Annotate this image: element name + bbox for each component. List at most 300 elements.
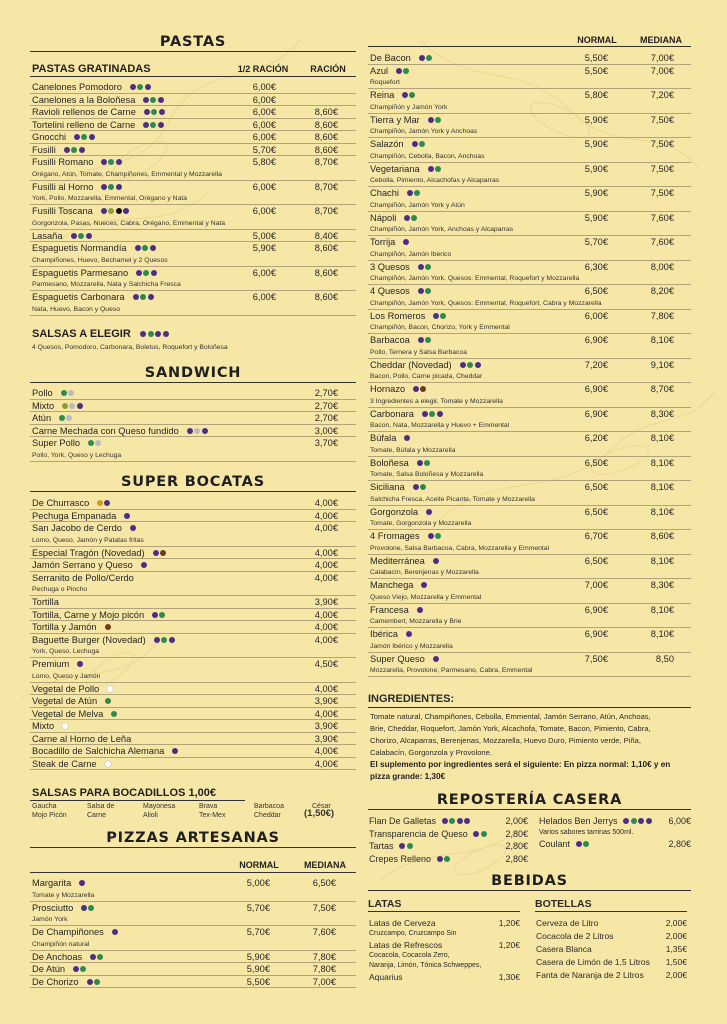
menu-item-row: [368, 840, 528, 853]
allergen-dots: [139, 559, 147, 572]
purple-dot-icon: [158, 97, 164, 103]
menu-item-row: [368, 457, 691, 470]
green-dot-icon: [137, 84, 143, 90]
allergen-dots: [426, 530, 441, 543]
purple-dot-icon: [150, 245, 156, 251]
allergen-dots: [62, 144, 85, 157]
reposteria-right-list: [538, 815, 691, 850]
item-price-2: 7,60€: [312, 927, 336, 937]
green-dot-icon: [105, 698, 111, 704]
item-price: 3,90€: [314, 721, 338, 731]
purple-dot-icon: [141, 562, 147, 568]
menu-item-row: [30, 119, 356, 132]
item-price: 4,00€: [314, 510, 338, 521]
item-price-2: 8,10€: [650, 629, 674, 639]
item-description: Champiñón, Jamón York, Anchoas y Alcaparras: [368, 224, 691, 236]
menu-item-row: [368, 65, 691, 78]
item-description: Tomate y Mozzarella: [30, 890, 356, 902]
item-name: Tortilla, Carne y Mojo picón: [32, 609, 145, 620]
item-name: Siciliana: [370, 482, 405, 492]
purple-dot-icon: [418, 337, 424, 343]
item-price: 4,00€: [314, 746, 338, 756]
item-price-1: 5,90€: [584, 163, 608, 174]
purple-dot-icon: [143, 122, 149, 128]
item-description: Champiñón, Jamón York, Quesos: Emmental, Roquefort y Mozzarella: [368, 273, 691, 285]
item-price: 3,90€: [314, 597, 338, 607]
allergen-dots: [77, 877, 85, 890]
item-price-2: 8,60€: [314, 107, 338, 117]
allergen-dots: [417, 52, 432, 65]
item-name: Fusilli: [32, 144, 56, 155]
salsa-col-5a: Barbacoa: [254, 803, 284, 810]
green-dot-icon: [425, 288, 431, 294]
gray-dot-icon: [69, 403, 75, 409]
menu-item-row: [535, 930, 687, 943]
allergen-dots: [122, 510, 130, 523]
item-price-1: 5,90€: [246, 964, 270, 974]
allergen-dots: [79, 902, 94, 915]
allergen-dots: [72, 131, 95, 144]
purple-dot-icon: [81, 905, 87, 911]
item-name: De Bacon: [370, 53, 411, 63]
salsa-col-2b: Carne: [87, 812, 107, 819]
purple-dot-icon: [422, 411, 428, 417]
item-price-1: 6,50€: [584, 506, 608, 517]
item-price-2: 9,10€: [650, 359, 674, 370]
item-description: Champiñón y Jamón York: [368, 102, 691, 114]
item-name-wrap: [369, 853, 450, 866]
item-description: Champiñón, Jamón York y Atún: [368, 200, 691, 212]
allergen-dots: [69, 230, 92, 243]
menu-item-row: [30, 412, 356, 425]
item-price-1: 5,90€: [584, 188, 608, 198]
purple-dot-icon: [154, 637, 160, 643]
right-column: [368, 0, 691, 1024]
item-description: Naranja, Limón, Tónica Schweppes,: [369, 962, 482, 969]
bebidas-title: BEBIDAS: [368, 872, 691, 891]
menu-item-row: [368, 187, 691, 200]
purple-dot-icon: [163, 331, 169, 337]
menu-item-row: [368, 628, 691, 641]
item-name: Vegetal de Melva: [32, 708, 104, 719]
green-dot-icon: [80, 966, 86, 972]
item-name: Vegetal de Atún: [32, 696, 98, 706]
item-name: Aquarius: [369, 972, 403, 982]
menu-item-row: [30, 144, 356, 157]
purple-dot-icon: [413, 386, 419, 392]
allergen-dots: [151, 547, 166, 560]
allergen-dots: [472, 829, 487, 839]
item-description: Tomate, Salsa Boloñesa y Mozzarella: [368, 469, 691, 481]
item-name: San Jacobo de Cerdo: [32, 523, 122, 533]
pizzas-col-normal: NORMAL: [239, 860, 279, 870]
green-dot-icon: [419, 141, 425, 147]
allergen-dots: [128, 522, 136, 535]
item-price-2: 8,10€: [650, 433, 674, 443]
menu-item-row: [538, 838, 691, 851]
item-name: Reina: [370, 90, 395, 100]
green-dot-icon: [81, 134, 87, 140]
item-name: Manchega: [370, 580, 414, 590]
latas-list: [368, 917, 520, 983]
item-price-1: 5,70€: [246, 927, 270, 937]
green-dot-icon: [440, 313, 446, 319]
item-name: Francesa: [370, 604, 409, 615]
purple-dot-icon: [428, 166, 434, 172]
allergen-dots: [419, 579, 427, 592]
green-dot-icon: [159, 612, 165, 618]
item-price-2: 8,50: [655, 653, 674, 664]
allergen-dots: [431, 555, 439, 568]
allergen-dots: [415, 604, 423, 617]
item-price: 4,00€: [314, 560, 338, 570]
item-price: 4,00€: [314, 708, 338, 719]
menu-item-row: [30, 497, 356, 510]
item-price: 3,90€: [314, 696, 338, 706]
menu-item-row: [30, 559, 356, 572]
allergen-dots: [170, 745, 178, 758]
green-dot-icon: [435, 166, 441, 172]
menu-item-row: [368, 114, 691, 127]
item-description: Gorgonzola, Pasas, Nueces, Cabra, Orégano, Emmental y Nata: [30, 218, 356, 230]
item-name: 4 Fromages: [370, 531, 420, 541]
purple-dot-icon: [412, 141, 418, 147]
item-description: Champiñón, Bacon, Chorizo, York y Emmental: [368, 322, 691, 334]
purple-dot-icon: [158, 122, 164, 128]
allergen-dots: [416, 334, 431, 347]
item-price-2: 8,60€: [314, 292, 338, 302]
purple-dot-icon: [442, 818, 448, 824]
purple-dot-icon: [418, 288, 424, 294]
item-name: De Atún: [32, 964, 66, 974]
pizzas-right-col-normal: NORMAL: [577, 35, 617, 45]
menu-item-row: [30, 745, 356, 758]
item-description: York, Pollo, Mozzarella, Emmental, Orégano y Nata: [30, 193, 356, 205]
item-name: Lasaña: [32, 230, 63, 241]
green-dot-icon: [97, 954, 103, 960]
menu-item-row: [368, 481, 691, 494]
allergen-dots: [435, 854, 450, 864]
purple-dot-icon: [153, 550, 159, 556]
item-name: Tartas: [369, 841, 394, 851]
green-dot-icon: [403, 68, 409, 74]
item-price-1: 5,90€: [584, 212, 608, 223]
menu-item-row: [535, 943, 687, 956]
item-price: 2,70€: [314, 400, 338, 411]
item-name: Helados Ben Jerrys: [539, 816, 618, 826]
allergen-dots: [424, 506, 432, 519]
purple-dot-icon: [152, 612, 158, 618]
purple-dot-icon: [87, 979, 93, 985]
allergen-dots: [109, 708, 117, 721]
brown-dot-icon: [420, 386, 426, 392]
green-dot-icon: [108, 159, 114, 165]
item-description: Roquefort: [368, 77, 691, 89]
menu-item-row: [368, 939, 520, 951]
brown-dot-icon: [105, 624, 111, 630]
item-price-1: 6,30€: [584, 261, 608, 272]
purple-dot-icon: [159, 109, 165, 115]
item-name-wrap: [369, 840, 413, 853]
menu-item-row: [30, 596, 356, 609]
allergen-dots: [411, 481, 426, 494]
purple-dot-icon: [172, 748, 178, 754]
item-price-2: 7,00€: [312, 976, 336, 987]
item-name: Prosciutto: [32, 902, 74, 913]
green-dot-icon: [150, 97, 156, 103]
green-dot-icon: [444, 856, 450, 862]
purple-dot-icon: [457, 818, 463, 824]
item-name: Ravioli rellenos de Carne: [32, 107, 136, 117]
olive-dot-icon: [108, 208, 114, 214]
green-dot-icon: [150, 122, 156, 128]
latas-title: LATAS: [368, 897, 520, 912]
item-price-2: 8,10€: [650, 506, 674, 517]
item-name: De Chorizo: [32, 976, 79, 987]
purple-dot-icon: [404, 215, 410, 221]
item-description: Bacon, Pollo, Carne picada, Cheddar: [368, 371, 691, 383]
menu-item-row: [368, 52, 691, 65]
allergen-dots: [131, 291, 154, 304]
menu-item-row: [30, 510, 356, 523]
allergen-dots: [574, 839, 589, 849]
item-price-1: 5,70€: [246, 902, 270, 913]
purple-dot-icon: [148, 294, 154, 300]
green-dot-icon: [425, 337, 431, 343]
menu-item-row: [368, 653, 691, 666]
purple-dot-icon: [399, 843, 405, 849]
olive-dot-icon: [62, 403, 68, 409]
green-dot-icon: [631, 818, 637, 824]
salsa-col-3b: Alioli: [143, 812, 158, 819]
green-dot-icon: [94, 979, 100, 985]
item-name: Atún: [32, 413, 52, 423]
item-price: 4,00€: [314, 547, 338, 558]
menu-item-row: [30, 902, 356, 915]
item-price: 4,00€: [314, 683, 338, 694]
ingredientes-line: Calabacín, Gorgonzola y Provolone.: [370, 748, 492, 757]
allergen-dots: [133, 242, 156, 255]
item-price: 1,35€: [665, 944, 687, 954]
green-dot-icon: [414, 190, 420, 196]
item-price-1: 6,00€: [252, 132, 276, 142]
item-price: 2,00€: [665, 970, 687, 980]
purple-dot-icon: [74, 134, 80, 140]
purple-dot-icon: [623, 818, 629, 824]
item-price-1: 6,00€: [252, 94, 276, 105]
item-name: Cheddar (Novedad): [370, 359, 452, 370]
purple-dot-icon: [130, 525, 136, 531]
purple-dot-icon: [419, 55, 425, 61]
item-name: Fusilli Romano: [32, 157, 94, 167]
purple-dot-icon: [116, 184, 122, 190]
green-dot-icon: [426, 55, 432, 61]
salsas-dots: [135, 328, 169, 340]
item-price-1: 6,90€: [584, 629, 608, 639]
item-price-1: 6,00€: [252, 267, 276, 278]
white-dot-icon: [107, 686, 113, 692]
pastas-title: PASTAS: [30, 33, 356, 52]
allergen-dots: [57, 412, 72, 425]
item-description: York, Queso, Lechuga: [30, 646, 356, 658]
item-name: Coulant: [539, 838, 571, 849]
sandwich-list: [30, 387, 356, 462]
menu-item-row: [30, 609, 356, 622]
purple-dot-icon: [104, 500, 110, 506]
item-name: Mixto: [32, 400, 55, 411]
item-description: Tomate, Gorgonzola y Mozzarella: [368, 518, 691, 530]
item-description: Mozzarella, Provolone, Parmesano, Cabra, Emmental: [368, 665, 691, 677]
menu-item-row: [368, 383, 691, 396]
menu-item-row: [30, 230, 356, 243]
item-name: Torrija: [370, 237, 396, 247]
menu-item-row: [30, 621, 356, 634]
pastas-gratinadas-title: PASTAS GRATINADAS: [32, 63, 151, 75]
item-price: 3,70€: [314, 438, 338, 448]
purple-dot-icon: [646, 818, 652, 824]
allergen-dots: [411, 383, 426, 396]
green-dot-icon: [78, 233, 84, 239]
green-dot-icon: [61, 390, 67, 396]
item-price-1: 6,50€: [584, 555, 608, 566]
green-dot-icon: [111, 711, 117, 717]
item-name: Ibérica: [370, 629, 398, 639]
item-name: Mediterránea: [370, 555, 425, 566]
pizzas-title: PIZZAS ARTESANAS: [30, 829, 356, 848]
item-price: 1,30€: [498, 972, 520, 982]
purple-dot-icon: [90, 954, 96, 960]
pizzas-right-col-header: [368, 33, 691, 47]
item-name: Espaguetis Normandía: [32, 243, 127, 253]
item-name: Carne al Horno de Leña: [32, 733, 132, 744]
purple-dot-icon: [86, 233, 92, 239]
green-dot-icon: [140, 294, 146, 300]
item-description: Orégano, Atún, Tomate, Champiñones, Emmental y Mozzarella: [30, 169, 356, 181]
gray-dot-icon: [194, 428, 200, 434]
menu-item-row: [535, 917, 687, 930]
menu-item-row: [368, 408, 691, 421]
menu-item-row: [30, 437, 356, 450]
item-description: Varios sabores tarrinas 500ml.: [539, 828, 634, 836]
gray-dot-icon: [66, 415, 72, 421]
item-name: Canelones Pomodoro: [32, 82, 122, 92]
item-price: 2,80€: [505, 841, 528, 851]
item-name: Baguette Burger (Novedad): [32, 634, 146, 645]
item-name: Pechuga Empanada: [32, 510, 117, 521]
item-price: 2,80€: [668, 838, 691, 849]
salsa-col-1a: Gaucha: [32, 803, 57, 810]
menu-item-row: [368, 828, 528, 841]
purple-dot-icon: [155, 331, 161, 337]
botellas-title: BOTELLAS: [535, 897, 687, 912]
item-description: Cebolla, Pimiento, Alcachofas y Alcaparras: [368, 175, 691, 187]
purple-dot-icon: [144, 109, 150, 115]
item-name: Fusilli Toscana: [32, 206, 93, 216]
menu-item-row: [30, 976, 356, 989]
item-description: 3 Ingredientes a elegir, Tomate y Mozzarella: [368, 396, 691, 408]
item-price: 2,00€: [665, 918, 687, 928]
item-price-1: 5,80€: [584, 90, 608, 100]
item-price-1: 5,90€: [252, 243, 276, 253]
item-description: Tomate, Búfala y Mozzarella: [368, 445, 691, 457]
purple-dot-icon: [79, 880, 85, 886]
reposteria-left-list: [368, 815, 528, 865]
allergen-dots: [402, 432, 410, 445]
item-name: Canelones a la Boloñesa: [32, 94, 136, 105]
green-dot-icon: [88, 440, 94, 446]
item-price: 1,20€: [498, 918, 520, 928]
green-dot-icon: [71, 147, 77, 153]
purple-dot-icon: [71, 233, 77, 239]
item-price-1: 5,70€: [584, 237, 608, 247]
item-name: Bocadillo de Salchicha Alemana: [32, 746, 165, 756]
allergen-dots: [60, 720, 68, 733]
purple-dot-icon: [396, 68, 402, 74]
item-price-1: 6,50€: [584, 286, 608, 296]
item-price-2: 7,80€: [312, 964, 336, 974]
purple-dot-icon: [437, 856, 443, 862]
item-name: Tortilla y Jamón: [32, 622, 97, 632]
item-price-2: 8,40€: [314, 230, 338, 241]
gray-dot-icon: [68, 390, 74, 396]
salsa-col-2a: Salsa de: [87, 803, 115, 810]
reposteria-title: REPOSTERÍA CASERA: [368, 791, 691, 810]
menu-item-row: [538, 815, 691, 828]
salsa-col-6a: César: [312, 803, 331, 810]
purple-dot-icon: [475, 362, 481, 368]
item-description: Champiñón natural: [30, 939, 356, 951]
allergen-dots: [426, 163, 441, 176]
purple-dot-icon: [143, 97, 149, 103]
item-price-1: 6,00€: [252, 82, 276, 92]
purple-dot-icon: [433, 656, 439, 662]
bocatas-title: SUPER BOCATAS: [30, 473, 356, 492]
item-name: Mixto: [32, 721, 55, 731]
allergen-dots: [99, 181, 122, 194]
sandwich-title: SANDWICH: [30, 364, 356, 383]
salsa-col-1b: Mojo Picón: [32, 812, 67, 819]
allergen-dots: [95, 497, 110, 510]
purple-dot-icon: [421, 582, 427, 588]
item-description: Lomo, Queso y Jamón: [30, 671, 356, 683]
allergen-dots: [103, 695, 111, 708]
item-price-1: 5,80€: [252, 157, 276, 167]
item-name: Carbonara: [370, 408, 414, 419]
item-description: Champiñón, Jamón York, Quesos: Emmental, Roquefort, Cabra y Mozzarella: [368, 298, 691, 310]
item-name: 3 Quesos: [370, 261, 410, 272]
purple-dot-icon: [130, 84, 136, 90]
item-price-1: 6,00€: [252, 206, 276, 216]
item-description: Champiñones, Huevo, Bechamel y 2 Quesos: [30, 255, 356, 267]
allergen-dots: [139, 328, 169, 340]
item-description: Champiñón, Jamón Ibérico: [368, 249, 691, 261]
purple-dot-icon: [418, 264, 424, 270]
item-price-2: 8,30€: [650, 408, 674, 419]
allergen-dots: [440, 816, 470, 826]
menu-item-row: [368, 530, 691, 543]
item-price-1: 5,90€: [584, 139, 608, 149]
item-price-2: 8,70€: [314, 206, 338, 216]
menu-item-row: [30, 425, 356, 438]
botellas-list: [535, 917, 687, 982]
purple-dot-icon: [64, 147, 70, 153]
item-description: Jamón Ibérico y Mozzarella: [368, 641, 691, 653]
item-price-2: 7,80€: [650, 310, 674, 321]
salsas-bocadillos-list: [30, 802, 356, 822]
menu-item-row: [30, 547, 356, 560]
menu-item-row: [30, 131, 356, 144]
menu-item-row: [368, 89, 691, 102]
